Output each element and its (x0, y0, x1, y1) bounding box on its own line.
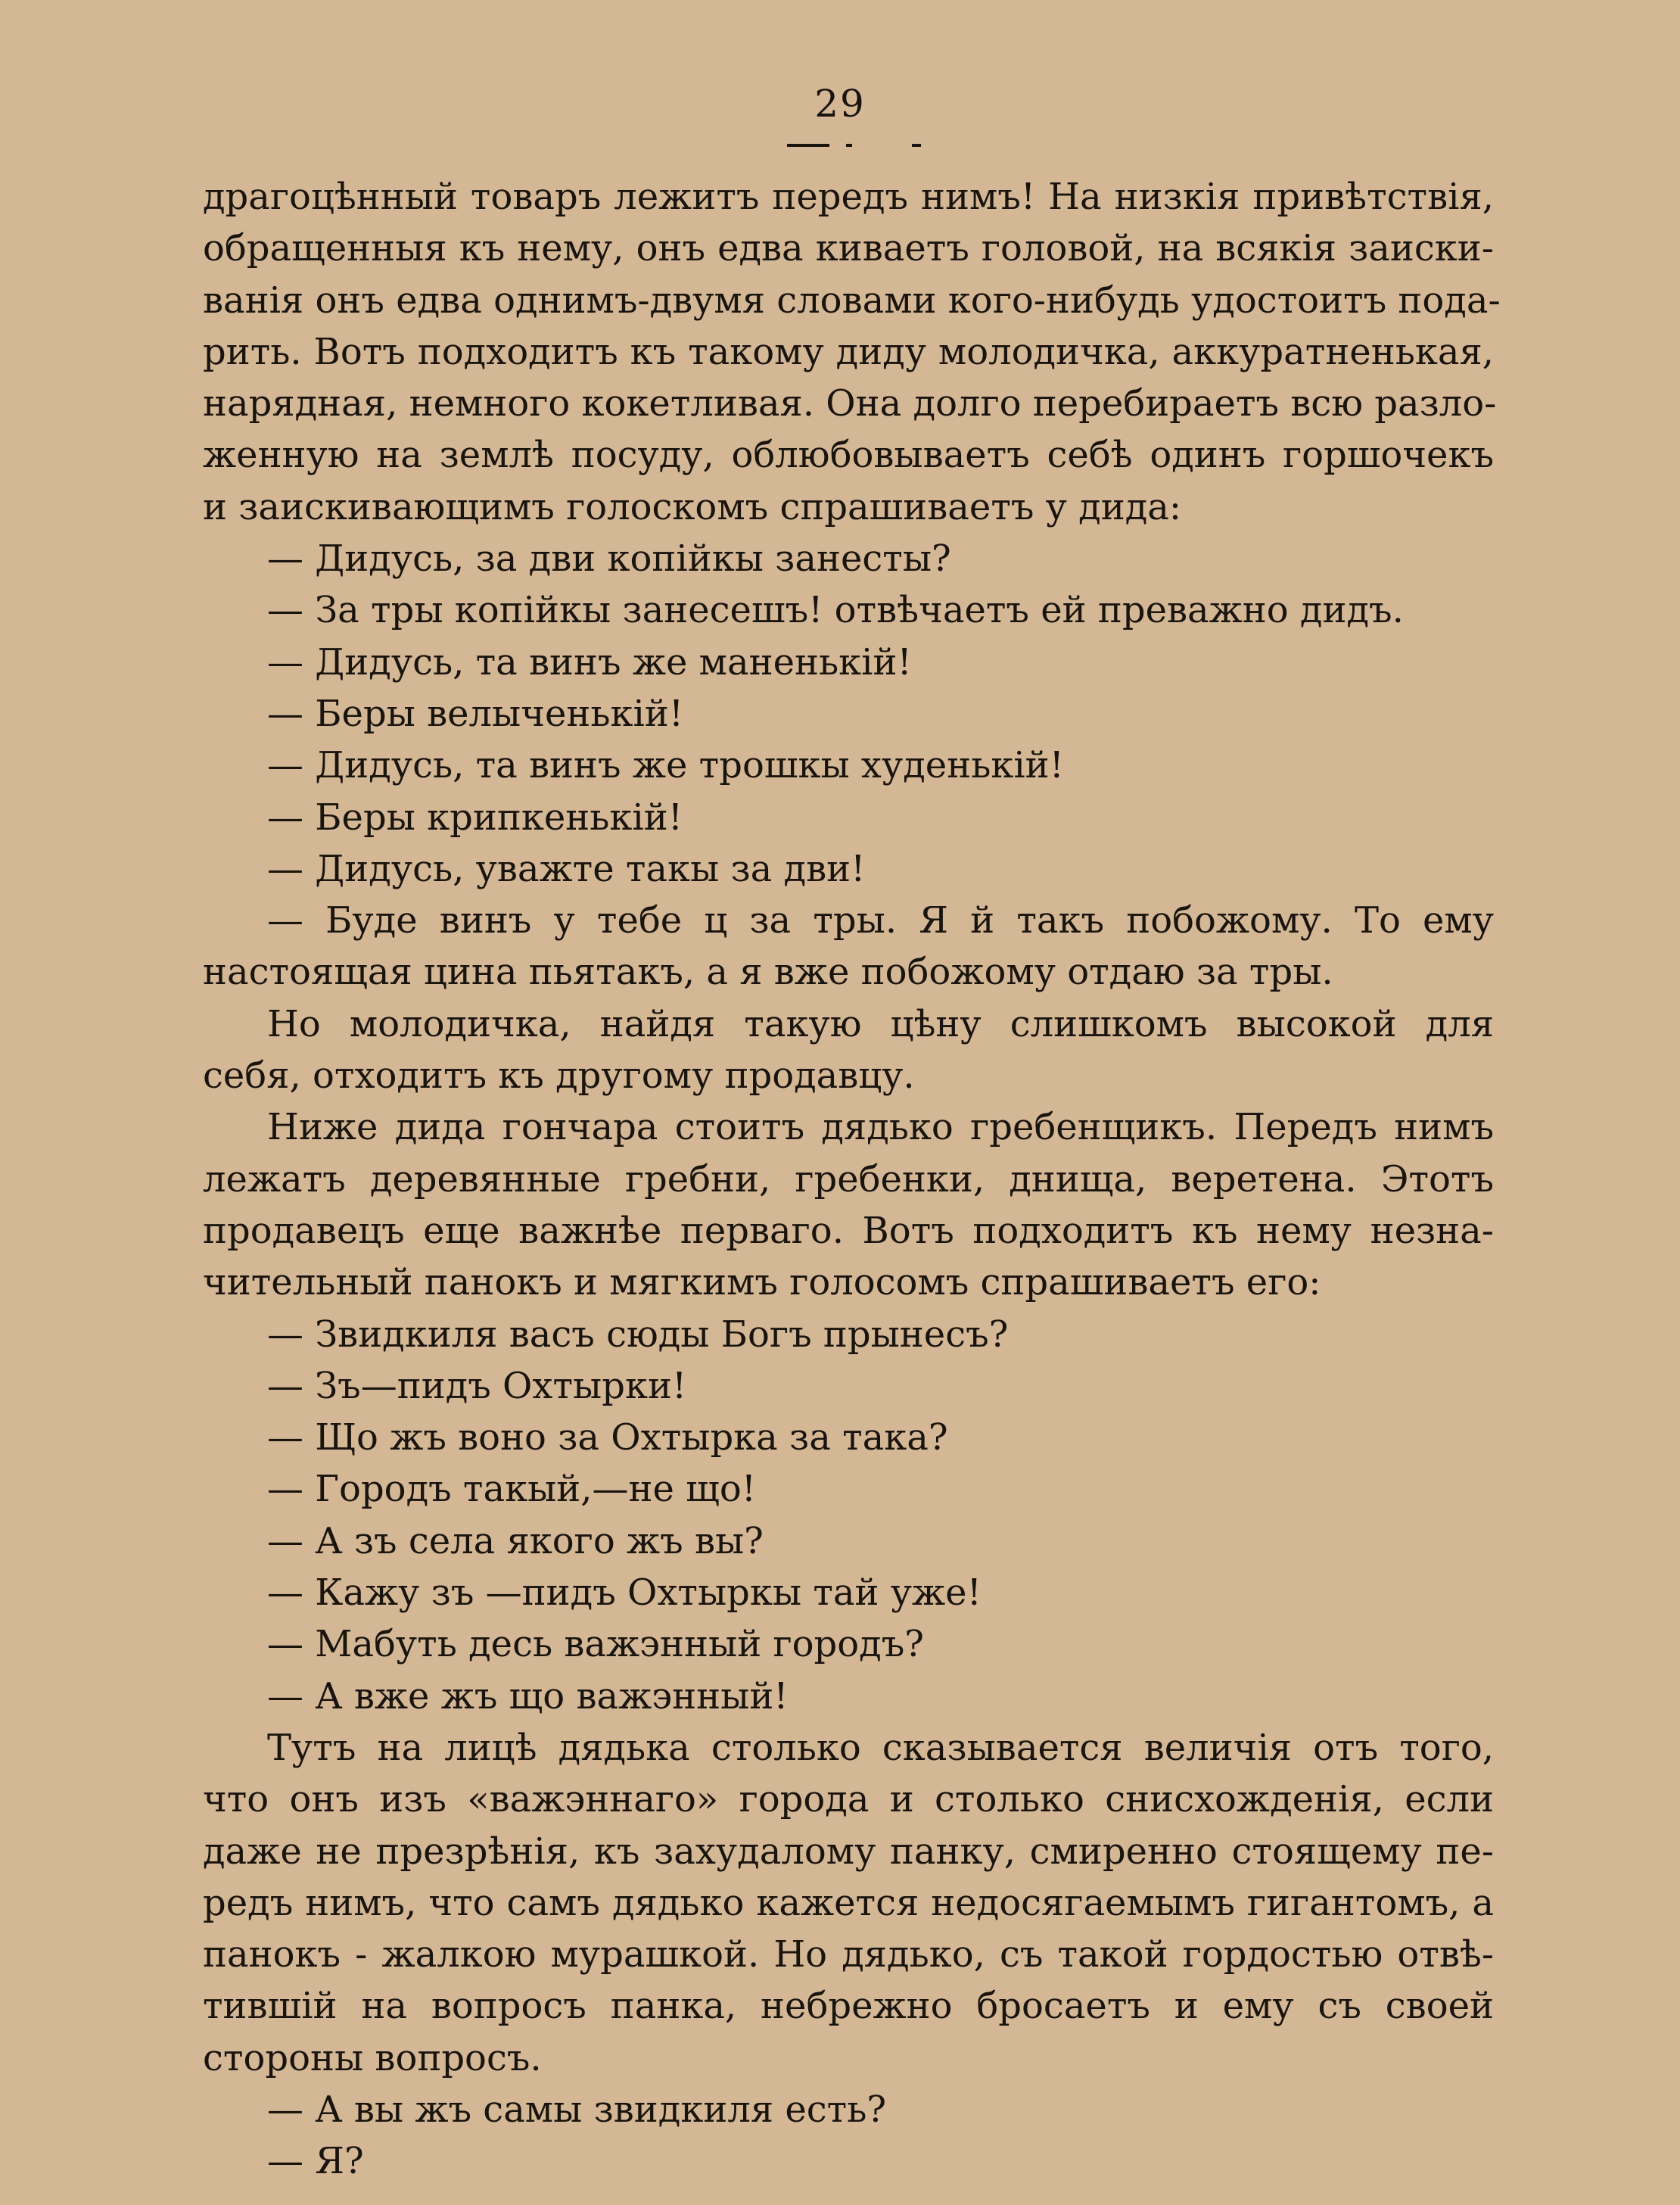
header-rule (787, 144, 829, 147)
text-line: — Дидусь, та винъ же трошкы худенькій! (267, 744, 1064, 787)
header-rule (912, 144, 921, 147)
text-line: Но молодичка, найдя такую цѣну слишкомъ высокой для (267, 1002, 1494, 1045)
text-line: — За тры копійкы занесешъ! отвѣчаетъ ей преважно дидъ. (267, 589, 1404, 632)
text-line: тившій на вопросъ панка, небрежно бросаетъ и ему съ своей (203, 1985, 1494, 2028)
text-line: стороны вопросъ. (203, 2036, 542, 2079)
text-line: — Беры велыченькій! (267, 692, 684, 735)
text-line: женную на землѣ посуду, облюбовываетъ себѣ одинъ горшочекъ (203, 434, 1494, 477)
text-line: чительный панокъ и мягкимъ голосомъ спрашиваетъ его: (203, 1261, 1321, 1304)
header-rule (846, 144, 852, 147)
text-line: — Буде винъ у тебе ц за тры. Я й такъ побожому. То ему (267, 899, 1494, 942)
text-line: ванія онъ едва однимъ-двумя словами кого-нибудь удостоитъ пода- (203, 279, 1501, 322)
text-line: лежатъ деревянные гребни, гребенки, днища, веретена. Этотъ (203, 1157, 1494, 1201)
text-line: — Дидусь, та винъ же маненькій! (267, 640, 912, 684)
text-line: нарядная, немного кокетливая. Она долго перебираетъ всю разло- (203, 382, 1497, 425)
text-line: — Городъ такый,—не що! (267, 1468, 757, 1511)
text-line: — Що жъ воно за Охтырка за така? (267, 1416, 948, 1459)
text-line: что онъ изъ «важэннаго» города и столько снисхожденія, если (203, 1778, 1494, 1821)
text-line: — Мабуть десь важэнный городъ? (267, 1623, 924, 1666)
text-line: продавецъ еще важнѣе перваго. Вотъ подходитъ къ нему незна- (203, 1209, 1494, 1252)
text-line: рить. Вотъ подходитъ къ такому диду молодичка, аккуратненькая, (203, 330, 1494, 373)
text-line: и заискивающимъ голоскомъ спрашиваетъ у дида: (203, 485, 1182, 528)
body-text (203, 171, 1501, 2188)
text-line: — Дидусь, за дви копійкы занесты? (267, 537, 951, 581)
text-line: — Я? (267, 2140, 364, 2183)
text-line: Тутъ на лицѣ дядька столько сказывается величія отъ того, (267, 1726, 1494, 1769)
text-line: — А вы жъ самы звидкиля есть? (267, 2088, 887, 2131)
text-line: — А зъ села якого жъ вы? (267, 1519, 764, 1562)
text-line: настоящая цина пьятакъ, а я вже побожому отдаю за тры. (203, 951, 1333, 994)
text-line: — Кажу зъ —пидъ Охтыркы тай уже! (267, 1571, 982, 1615)
text-line: Ниже дида гончара стоитъ дядько гребенщикъ. Передъ нимъ (267, 1106, 1494, 1149)
text-line: — Зъ—пидъ Охтырки! (267, 1364, 687, 1407)
text-line: — Дидусь, уважте такы за дви! (267, 847, 866, 890)
text-line: редъ нимъ, что самъ дядько кажется недосягаемымъ гигантомъ, а (203, 1881, 1494, 1924)
text-line: себя, отходитъ къ другому продавцу. (203, 1054, 915, 1098)
text-line: — Беры крипкенькій! (267, 796, 683, 839)
text-line: даже не презрѣнія, къ захудалому панку, смиренно стоящему пе- (203, 1830, 1494, 1873)
text-line: обращенныя къ нему, онъ едва киваетъ головой, на всякія заиски- (203, 227, 1494, 270)
text-line: драгоцѣнный товаръ лежитъ передъ нимъ! На низкія привѣтствія, (203, 176, 1494, 218)
page-number: 29 (814, 82, 866, 126)
text-line: панокъ - жалкою мурашкой. Но дядько, съ такой гордостью отвѣ- (203, 1933, 1494, 1976)
text-line: — А вже жъ що важэнный! (267, 1674, 789, 1718)
text-line: — Звидкиля васъ сюды Богъ прынесъ? (267, 1313, 1009, 1356)
